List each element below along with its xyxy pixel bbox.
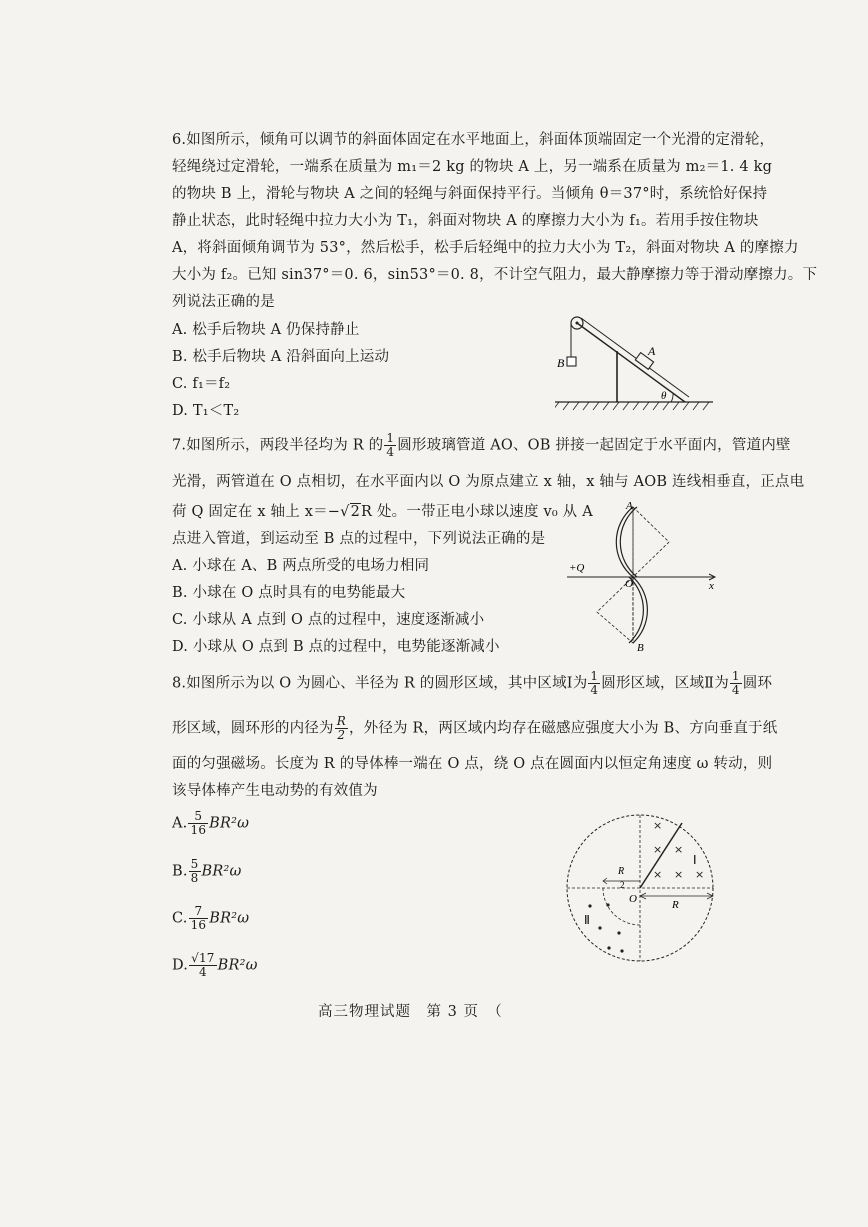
- q7-sqrt-value: 2: [350, 504, 361, 520]
- q6-label-b: B: [557, 356, 565, 370]
- q6-incline-figure: [555, 305, 715, 415]
- q7-option-b: B. 小球在 O 点时具有的电势能最大: [172, 585, 406, 601]
- q6-label-a: A: [648, 344, 656, 358]
- q6-option-c: C. f₁＝f₂: [172, 376, 231, 392]
- q8-half-radius-den: 2: [620, 880, 625, 890]
- q8-option-c: [172, 905, 249, 932]
- q8-frac2-den: 4: [731, 683, 740, 697]
- q8-option-b-num: 5: [190, 857, 199, 871]
- q8-region2-fraction: [730, 670, 742, 697]
- q8-option-c-tail: BR²ω: [209, 910, 250, 927]
- q8-circle-figure: [562, 808, 722, 978]
- q8-region2-label: Ⅱ: [584, 913, 590, 927]
- q8-line2-post: ，外径为 R，两区域内均存在磁感应强度大小为 B、方向垂直于纸: [348, 720, 778, 737]
- q7-label-b: B: [637, 642, 644, 654]
- q8-option-a-den: 16: [190, 823, 207, 837]
- q8-line2-pre: 形区域，圆环形的内径为: [172, 720, 334, 737]
- q7-option-d: D. 小球从 O 点到 B 点的过程中，电势能逐渐减小: [172, 639, 500, 655]
- q6-stem-line-3: 的物块 B 上，滑轮与物块 A 之间的轻绳与斜面保持平行。当倾角 θ＝37°时，系统恰好保持: [172, 186, 768, 202]
- q8-cross-6: ×: [695, 868, 705, 881]
- q7-stem-line-1: [172, 432, 791, 459]
- q7-stem-line-3: 荷 Q 固定在 x 轴上 x＝−√2R 处。一带正电小球以速度 v₀ 从 A: [172, 504, 593, 520]
- q8-option-a-fraction: [188, 810, 208, 837]
- q7-line1-pre: 7.如图所示，两段半径均为 R 的: [172, 437, 384, 454]
- q8-stem-line-2: [172, 715, 777, 742]
- q8-option-b-fraction: [189, 858, 201, 885]
- q7-stem-line-2: 光滑，两管道在 O 点相切，在水平面内以 O 为原点建立 x 轴，x 轴与 AOB 连线相垂直，正点电: [172, 474, 805, 490]
- q7-pipe-figure: [563, 495, 728, 655]
- q8-option-d-tail: BR²ω: [217, 957, 258, 974]
- q6-label-theta: θ: [661, 390, 667, 402]
- q7-quarter-fraction: [384, 432, 396, 459]
- q8-half-radius-num: R: [618, 866, 625, 877]
- q8-option-c-num: 7: [189, 905, 209, 919]
- q6-option-d: D. T₁＜T₂: [172, 403, 240, 419]
- q7-frac-den: 4: [386, 445, 395, 459]
- q7-label-a: A: [626, 500, 633, 512]
- q8-option-d-label: D.: [172, 957, 189, 974]
- q8-option-a-label: A.: [172, 815, 188, 832]
- q8-cross-4: ×: [653, 868, 663, 881]
- q8-option-c-label: C.: [172, 910, 188, 927]
- q7-stem-line-4: 点进入管道，到运动至 B 点的过程中，下列说法正确的是: [172, 531, 546, 547]
- q8-cross-2: ×: [653, 843, 663, 856]
- q7-option-a: A. 小球在 A、B 两点所受的电场力相同: [172, 558, 430, 574]
- q8-stem-line-3: 面的匀强磁场。长度为 R 的导体棒一端在 O 点，绕 O 点在圆面内以恒定角速度 ω 转动，则: [172, 756, 773, 772]
- q8-line1-pre: 8.如图所示为以 O 为圆心、半径为 R 的圆形区域，其中区域Ⅰ为: [172, 675, 588, 692]
- q8-line1-post: 圆环: [742, 675, 773, 692]
- q8-option-c-den: 16: [190, 918, 207, 932]
- q8-cross-1: ×: [653, 819, 663, 832]
- q6-stem-line-6: 大小为 f₂。已知 sin37°＝0. 6，sin53°＝0. 8，不计空气阻力，最大静摩擦力等于滑动摩擦力。下: [172, 267, 818, 283]
- q7-option-c: C. 小球从 A 点到 O 点的过程中，速度逐渐减小: [172, 612, 485, 628]
- q8-line2-frac-num: R: [336, 714, 346, 728]
- q8-option-d-fraction: [189, 952, 217, 979]
- q7-label-q: +Q: [569, 562, 585, 574]
- q8-center-label: O: [629, 893, 637, 905]
- q8-frac2-num: 1: [731, 669, 740, 683]
- q8-stem-line-1: [172, 670, 772, 697]
- q8-radius-label: R: [672, 899, 679, 911]
- q7-line3-post: R 处。一带正电小球以速度 v₀ 从 A: [361, 504, 593, 520]
- q7-line1-post: 圆形玻璃管道 AO、OB 拼接一起固定于水平面内，管道内壁: [397, 437, 791, 454]
- q8-option-b: [172, 858, 242, 885]
- q8-option-d-num: √17: [191, 951, 215, 965]
- q8-frac1-den: 4: [590, 683, 599, 697]
- q6-stem-line-1: 6.如图所示，倾角可以调节的斜面体固定在水平地面上，斜面体顶端固定一个光滑的定滑轮，: [172, 132, 775, 148]
- q8-option-b-den: 8: [190, 871, 199, 885]
- q8-frac1-num: 1: [590, 669, 599, 683]
- q8-option-a-tail: BR²ω: [209, 815, 250, 832]
- q6-stem-line-4: 静止状态，此时轻绳中拉力大小为 T₁，斜面对物块 A 的摩擦力大小为 f₁。若用手按住物块: [172, 213, 759, 229]
- page-footer: 高三物理试题 第 3 页 （: [318, 1004, 503, 1020]
- q6-option-b: B. 松手后物块 A 沿斜面向上运动: [172, 349, 390, 365]
- q7-line3-pre: 荷 Q 固定在 x 轴上 x＝−: [172, 504, 341, 520]
- q7-frac-num: 1: [386, 431, 395, 445]
- q6-stem-line-7: 列说法正确的是: [172, 294, 275, 310]
- q8-region1-fraction: [588, 670, 600, 697]
- q8-line1-mid: 圆形区域，区域Ⅱ为: [601, 675, 729, 692]
- q8-option-a-num: 5: [188, 810, 208, 824]
- q8-option-d: [172, 952, 258, 979]
- q8-cross-5: ×: [674, 868, 684, 881]
- q8-option-c-fraction: [189, 905, 209, 932]
- q8-inner-radius-fraction: [335, 715, 348, 742]
- q8-option-b-label: B.: [172, 863, 188, 880]
- q8-option-b-tail: BR²ω: [201, 863, 242, 880]
- q8-region1-label: Ⅰ: [693, 853, 697, 867]
- q6-option-a: A. 松手后物块 A 仍保持静止: [172, 322, 360, 338]
- q6-stem-line-2: 轻绳绕过定滑轮，一端系在质量为 m₁＝2 kg 的物块 A 上，另一端系在质量为 m₂＝1. 4 kg: [172, 159, 773, 175]
- q8-stem-line-4: 该导体棒产生电动势的有效值为: [172, 783, 378, 799]
- q8-option-a: [172, 810, 249, 837]
- q8-line2-frac-den: 2: [337, 728, 346, 742]
- q8-option-d-den: 4: [198, 965, 207, 979]
- q7-label-x: x: [709, 580, 714, 592]
- q8-cross-3: ×: [674, 843, 684, 856]
- q7-label-o: O: [625, 578, 633, 590]
- q6-stem-line-5: A，将斜面倾角调节为 53°，然后松手，松手后轻绳中的拉力大小为 T₂，斜面对物块 A 的摩擦力: [172, 240, 799, 256]
